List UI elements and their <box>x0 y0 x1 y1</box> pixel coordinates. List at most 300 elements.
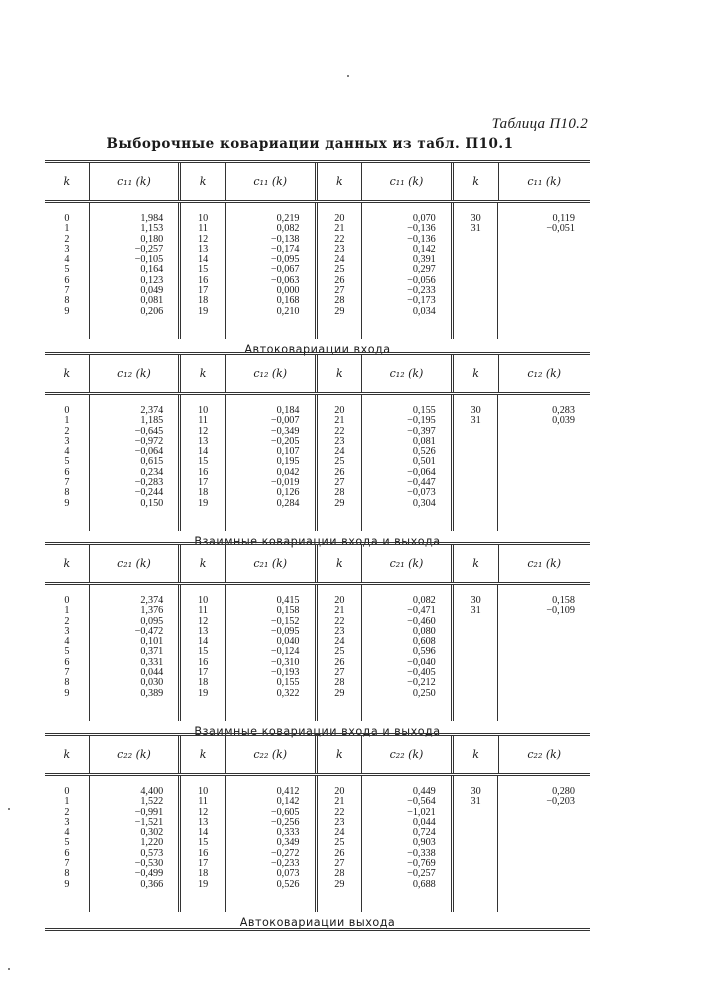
k-value: 21 <box>334 796 345 808</box>
covariance-column <box>498 776 590 912</box>
covariance-value: 0,126 <box>276 487 300 499</box>
covariance-value: −0,472 <box>134 625 164 637</box>
k-column <box>45 776 90 912</box>
k-value: 30 <box>470 786 481 797</box>
covariance-value: 0,040 <box>276 636 300 648</box>
covariance-value: −0,019 <box>270 477 300 489</box>
k-value: 29 <box>334 497 345 509</box>
k-column-header: k <box>45 736 90 773</box>
covariance-value: 0,371 <box>140 646 164 658</box>
covariance-value: −0,257 <box>134 243 164 255</box>
k-value: 21 <box>334 415 345 427</box>
covariance-value: 0,101 <box>140 636 164 648</box>
covariance-column <box>226 585 318 721</box>
covariance-value: −0,105 <box>134 254 164 266</box>
covariance-column <box>90 585 182 721</box>
k-value: 4 <box>64 636 70 648</box>
k-column-header: k <box>181 736 226 773</box>
covariance-value: 0,070 <box>412 213 436 224</box>
k-value: 2 <box>64 233 70 245</box>
covariance-value: −0,471 <box>407 605 436 617</box>
covariance-value: 0,107 <box>276 446 300 458</box>
k-value: 21 <box>334 605 345 617</box>
covariance-value: 1,376 <box>140 605 164 617</box>
k-value: 12 <box>198 233 209 245</box>
covariance-value: −0,136 <box>407 223 436 235</box>
covariance-value: 0,142 <box>412 243 436 255</box>
k-value: 15 <box>198 264 209 276</box>
covariance-value: −0,564 <box>407 796 436 808</box>
k-value: 16 <box>198 466 209 478</box>
table-body <box>45 395 590 531</box>
k-value: 16 <box>198 847 209 859</box>
covariance-value: −0,174 <box>270 243 300 255</box>
scan-speck <box>8 808 10 810</box>
k-column <box>454 203 499 339</box>
covariance-value: 0,331 <box>140 656 164 668</box>
k-value: 25 <box>334 646 345 658</box>
covariance-value: −0,067 <box>270 264 300 276</box>
k-value: 1 <box>64 605 70 617</box>
k-value: 11 <box>198 605 209 617</box>
k-value: 3 <box>64 625 70 637</box>
k-value: 0 <box>64 595 70 606</box>
k-value: 9 <box>64 687 70 699</box>
k-value: 30 <box>470 595 481 606</box>
covariance-value: −0,256 <box>270 816 300 828</box>
covariance-value: 0,596 <box>412 646 436 658</box>
covariance-column-header: c₁₂ (k) <box>90 355 182 392</box>
k-value: 3 <box>64 816 70 828</box>
covariance-value: −0,152 <box>270 615 300 627</box>
covariance-block <box>45 542 590 738</box>
covariance-column <box>498 585 590 721</box>
covariance-value: 0,000 <box>276 285 300 297</box>
k-value: 28 <box>334 295 345 307</box>
k-value: 15 <box>198 837 209 849</box>
k-value: 22 <box>334 425 345 437</box>
k-value: 23 <box>334 243 345 255</box>
covariance-value: −0,063 <box>270 274 300 286</box>
covariance-value: 0,391 <box>412 254 436 266</box>
k-column-header: k <box>318 545 363 582</box>
covariance-column-header: c₂₂ (k) <box>527 748 562 761</box>
covariance-value: 0,044 <box>140 667 164 679</box>
block-caption: Автоковариации входа <box>244 343 391 356</box>
covariance-value: 1,185 <box>140 415 164 427</box>
k-value: 4 <box>64 254 70 266</box>
covariance-value: −1,521 <box>134 816 164 828</box>
covariance-value: 0,030 <box>140 677 164 689</box>
k-value: 7 <box>64 285 70 297</box>
scan-speck <box>8 968 10 970</box>
covariance-column-header: c₁₁ (k) <box>226 163 318 200</box>
k-value: 0 <box>64 405 70 416</box>
k-value: 0 <box>64 213 70 224</box>
k-value: 18 <box>198 295 209 307</box>
covariance-value: −0,272 <box>270 847 300 859</box>
k-column-header: k <box>318 163 363 200</box>
covariance-column-header: c₂₁ (k) <box>226 545 318 582</box>
covariance-column-header: c₂₂ (k) <box>90 736 182 773</box>
covariance-value: 0,184 <box>276 405 300 416</box>
k-value: 3 <box>64 243 70 255</box>
k-value: 21 <box>334 223 345 235</box>
k-value: 11 <box>198 415 209 427</box>
covariance-value: 0,158 <box>276 605 300 617</box>
covariance-value: −0,193 <box>270 667 300 679</box>
covariance-value: −0,397 <box>407 425 436 437</box>
k-column <box>45 585 90 721</box>
k-value: 9 <box>64 305 70 317</box>
table-body <box>45 776 590 912</box>
covariance-value: −0,338 <box>407 847 436 859</box>
k-value: 23 <box>334 625 345 637</box>
table-body <box>45 585 590 721</box>
k-value: 19 <box>198 497 209 509</box>
k-value: 1 <box>64 223 70 235</box>
covariance-value: 0,501 <box>412 456 436 468</box>
covariance-value: −0,064 <box>134 446 164 458</box>
k-value: 14 <box>198 446 209 458</box>
k-value: 3 <box>64 435 70 447</box>
k-value: 6 <box>64 847 70 859</box>
covariance-column <box>362 585 454 721</box>
k-value: 23 <box>334 435 345 447</box>
k-value: 31 <box>470 605 481 617</box>
covariance-column <box>362 203 454 339</box>
covariance-column-header: c₂₁ (k) <box>362 545 454 582</box>
k-value: 4 <box>64 446 70 458</box>
k-value: 7 <box>64 477 70 489</box>
covariance-value: 0,142 <box>276 796 300 808</box>
k-value: 26 <box>334 656 345 668</box>
covariance-value: 0,044 <box>412 816 436 828</box>
k-value: 13 <box>198 816 209 828</box>
k-value: 29 <box>334 305 345 317</box>
k-value: 5 <box>64 837 70 849</box>
covariance-block <box>45 352 590 548</box>
k-value: 6 <box>64 466 70 478</box>
covariance-value: −0,124 <box>270 646 300 658</box>
covariance-value: −0,173 <box>407 295 436 307</box>
k-column-header: k <box>181 545 226 582</box>
k-value: 24 <box>334 446 345 458</box>
covariance-value: 0,080 <box>412 625 436 637</box>
covariance-value: 0,180 <box>140 233 164 245</box>
scan-speck <box>347 75 349 77</box>
k-value: 6 <box>64 656 70 668</box>
k-value: 31 <box>470 415 481 427</box>
k-value: 25 <box>334 264 345 276</box>
covariance-value: −0,073 <box>407 487 436 499</box>
covariance-column-header: c₁₂ (k) <box>527 367 562 380</box>
covariance-value: −0,203 <box>546 796 575 808</box>
k-value: 2 <box>64 806 70 818</box>
covariance-value: 0,034 <box>412 305 436 317</box>
covariance-value: −0,530 <box>134 858 164 870</box>
k-value: 23 <box>334 816 345 828</box>
k-column-header: k <box>45 163 90 200</box>
k-value: 27 <box>334 285 345 297</box>
k-value: 11 <box>198 796 209 808</box>
covariance-value: −0,972 <box>134 435 164 447</box>
covariance-value: −0,645 <box>134 425 164 437</box>
k-value: 16 <box>198 274 209 286</box>
k-value: 8 <box>64 677 70 689</box>
covariance-value: 0,219 <box>276 213 300 224</box>
k-value: 17 <box>198 285 209 297</box>
k-value: 25 <box>334 456 345 468</box>
k-value: 27 <box>334 667 345 679</box>
k-column-header: k <box>454 355 499 392</box>
k-value: 9 <box>64 497 70 509</box>
covariance-column <box>498 395 590 531</box>
covariance-value: 0,206 <box>140 305 164 317</box>
covariance-value: −0,769 <box>407 858 436 870</box>
k-value: 9 <box>64 878 70 890</box>
covariance-value: 0,724 <box>412 827 436 839</box>
k-value: 14 <box>198 636 209 648</box>
covariance-value: −0,405 <box>407 667 436 679</box>
k-column <box>454 585 499 721</box>
k-value: 7 <box>64 858 70 870</box>
covariance-value: 0,082 <box>276 223 300 235</box>
k-value: 1 <box>64 415 70 427</box>
covariance-column <box>90 395 182 531</box>
covariance-value: −0,056 <box>407 274 436 286</box>
covariance-value: 0,155 <box>412 405 436 416</box>
k-value: 24 <box>334 827 345 839</box>
k-value: 14 <box>198 827 209 839</box>
k-column <box>45 395 90 531</box>
k-value: 13 <box>198 625 209 637</box>
table-header <box>45 733 590 776</box>
covariance-value: 0,123 <box>140 274 164 286</box>
covariance-value: −0,095 <box>270 625 300 637</box>
covariance-value: 0,903 <box>412 837 436 849</box>
k-value: 26 <box>334 466 345 478</box>
covariance-column-header: c₁₂ (k) <box>362 355 454 392</box>
covariance-value: −0,138 <box>270 233 300 245</box>
k-value: 24 <box>334 254 345 266</box>
k-value: 28 <box>334 868 345 880</box>
k-value: 8 <box>64 487 70 499</box>
k-value: 11 <box>198 223 209 235</box>
covariance-value: −1,021 <box>407 806 436 818</box>
k-value: 31 <box>470 796 481 808</box>
k-column-header: k <box>45 355 90 392</box>
k-value: 10 <box>198 213 209 224</box>
k-column <box>318 395 363 531</box>
k-value: 29 <box>334 687 345 699</box>
covariance-value: 4,400 <box>140 786 164 797</box>
covariance-value: −0,064 <box>407 466 436 478</box>
covariance-value: 0,297 <box>412 264 436 276</box>
covariance-value: 0,168 <box>276 295 300 307</box>
k-value: 20 <box>334 213 345 224</box>
k-value: 31 <box>470 223 481 235</box>
k-value: 13 <box>198 435 209 447</box>
k-value: 30 <box>470 405 481 416</box>
covariance-value: 0,158 <box>552 595 575 606</box>
covariance-column <box>226 776 318 912</box>
covariance-value: 0,234 <box>140 466 164 478</box>
covariance-value: 0,284 <box>276 497 300 509</box>
covariance-value: 0,615 <box>140 456 164 468</box>
k-value: 16 <box>198 656 209 668</box>
covariance-value: 0,250 <box>412 687 436 699</box>
covariance-column-header: c₁₁ (k) <box>90 163 182 200</box>
covariance-column-header: c₁₂ (k) <box>226 355 318 392</box>
covariance-value: −0,447 <box>407 477 436 489</box>
k-column-header: k <box>318 736 363 773</box>
k-value: 17 <box>198 667 209 679</box>
covariance-value: 0,526 <box>412 446 436 458</box>
covariance-value: 0,081 <box>140 295 164 307</box>
covariance-value: −0,095 <box>270 254 300 266</box>
k-value: 18 <box>198 677 209 689</box>
covariance-column-header: c₂₂ (k) <box>362 736 454 773</box>
covariance-value: 0,081 <box>412 435 436 447</box>
k-value: 15 <box>198 646 209 658</box>
covariance-value: 0,449 <box>412 786 436 797</box>
covariance-column <box>90 203 182 339</box>
covariance-column <box>362 395 454 531</box>
k-value: 6 <box>64 274 70 286</box>
covariance-column <box>90 776 182 912</box>
covariance-value: 0,164 <box>140 264 164 276</box>
covariance-value: −0,205 <box>270 435 300 447</box>
k-value: 8 <box>64 868 70 880</box>
k-value: 0 <box>64 786 70 797</box>
k-value: 22 <box>334 806 345 818</box>
covariance-value: 0,333 <box>276 827 300 839</box>
covariance-block <box>45 733 590 929</box>
covariance-column <box>226 395 318 531</box>
k-value: 10 <box>198 786 209 797</box>
covariance-value: −0,212 <box>407 677 436 689</box>
k-value: 18 <box>198 868 209 880</box>
covariance-value: −0,244 <box>134 487 164 499</box>
k-column-header: k <box>181 355 226 392</box>
k-value: 12 <box>198 425 209 437</box>
k-value: 20 <box>334 405 345 416</box>
covariance-value: 0,526 <box>276 878 300 890</box>
k-value: 22 <box>334 615 345 627</box>
covariance-value: 0,349 <box>276 837 300 849</box>
table-header <box>45 542 590 585</box>
block-caption: Автоковариации выхода <box>239 916 396 929</box>
covariance-column <box>498 203 590 339</box>
covariance-value: −0,349 <box>270 425 300 437</box>
k-value: 5 <box>64 264 70 276</box>
covariance-value: −0,605 <box>270 806 300 818</box>
k-value: 27 <box>334 858 345 870</box>
k-column-header: k <box>454 736 499 773</box>
covariance-value: −0,233 <box>270 858 300 870</box>
covariance-value: 0,389 <box>140 687 164 699</box>
k-value: 15 <box>198 456 209 468</box>
covariance-value: 0,195 <box>276 456 300 468</box>
k-value: 10 <box>198 595 209 606</box>
covariance-value: −0,499 <box>134 868 164 880</box>
covariance-value: 0,304 <box>412 497 436 509</box>
k-value: 27 <box>334 477 345 489</box>
covariance-value: −0,257 <box>407 868 436 880</box>
k-column <box>318 585 363 721</box>
k-value: 19 <box>198 687 209 699</box>
covariance-value: 0,412 <box>276 786 300 797</box>
covariance-value: 1,522 <box>140 796 164 808</box>
k-column <box>181 585 226 721</box>
k-value: 8 <box>64 295 70 307</box>
k-column-header: k <box>318 355 363 392</box>
covariance-value: −0,007 <box>270 415 300 427</box>
k-value: 4 <box>64 827 70 839</box>
covariance-value: −0,283 <box>134 477 164 489</box>
k-column <box>454 395 499 531</box>
covariance-value: 2,374 <box>140 595 164 606</box>
table-number: Таблица П10.2 <box>491 116 588 132</box>
k-value: 29 <box>334 878 345 890</box>
covariance-value: −0,310 <box>270 656 300 668</box>
covariance-value: 0,042 <box>276 466 300 478</box>
k-value: 20 <box>334 786 345 797</box>
covariance-value: 0,155 <box>276 677 300 689</box>
covariance-value: 0,415 <box>276 595 300 606</box>
covariance-column <box>362 776 454 912</box>
covariance-value: 0,073 <box>276 868 300 880</box>
covariance-value: −0,460 <box>407 615 436 627</box>
k-value: 17 <box>198 477 209 489</box>
covariance-value: −0,233 <box>407 285 436 297</box>
k-column <box>181 203 226 339</box>
covariance-column-header: c₂₁ (k) <box>527 557 562 570</box>
covariance-column-header: c₁₁ (k) <box>527 175 562 188</box>
covariance-value: 0,095 <box>140 615 164 627</box>
covariance-value: 0,322 <box>276 687 300 699</box>
covariance-value: 1,153 <box>140 223 164 235</box>
k-value: 30 <box>470 213 481 224</box>
k-value: 19 <box>198 878 209 890</box>
table-header <box>45 352 590 395</box>
k-value: 22 <box>334 233 345 245</box>
k-column <box>45 203 90 339</box>
k-column <box>181 776 226 912</box>
covariance-value: 2,374 <box>140 405 164 416</box>
k-value: 10 <box>198 405 209 416</box>
covariance-value: −0,136 <box>407 233 436 245</box>
k-column-header: k <box>454 545 499 582</box>
k-value: 18 <box>198 487 209 499</box>
covariance-value: 0,119 <box>552 213 575 224</box>
bottom-rule <box>45 928 590 931</box>
covariance-value: −0,040 <box>407 656 436 668</box>
k-value: 19 <box>198 305 209 317</box>
k-value: 5 <box>64 646 70 658</box>
covariance-value: 0,210 <box>276 305 300 317</box>
k-column-header: k <box>454 163 499 200</box>
covariance-value: 0,366 <box>140 878 164 890</box>
covariance-value: −0,195 <box>407 415 436 427</box>
k-column-header: k <box>45 545 90 582</box>
k-value: 17 <box>198 858 209 870</box>
covariance-column-header: c₂₁ (k) <box>90 545 182 582</box>
covariance-value: 0,302 <box>140 827 164 839</box>
table-body <box>45 203 590 339</box>
k-column-header: k <box>181 163 226 200</box>
